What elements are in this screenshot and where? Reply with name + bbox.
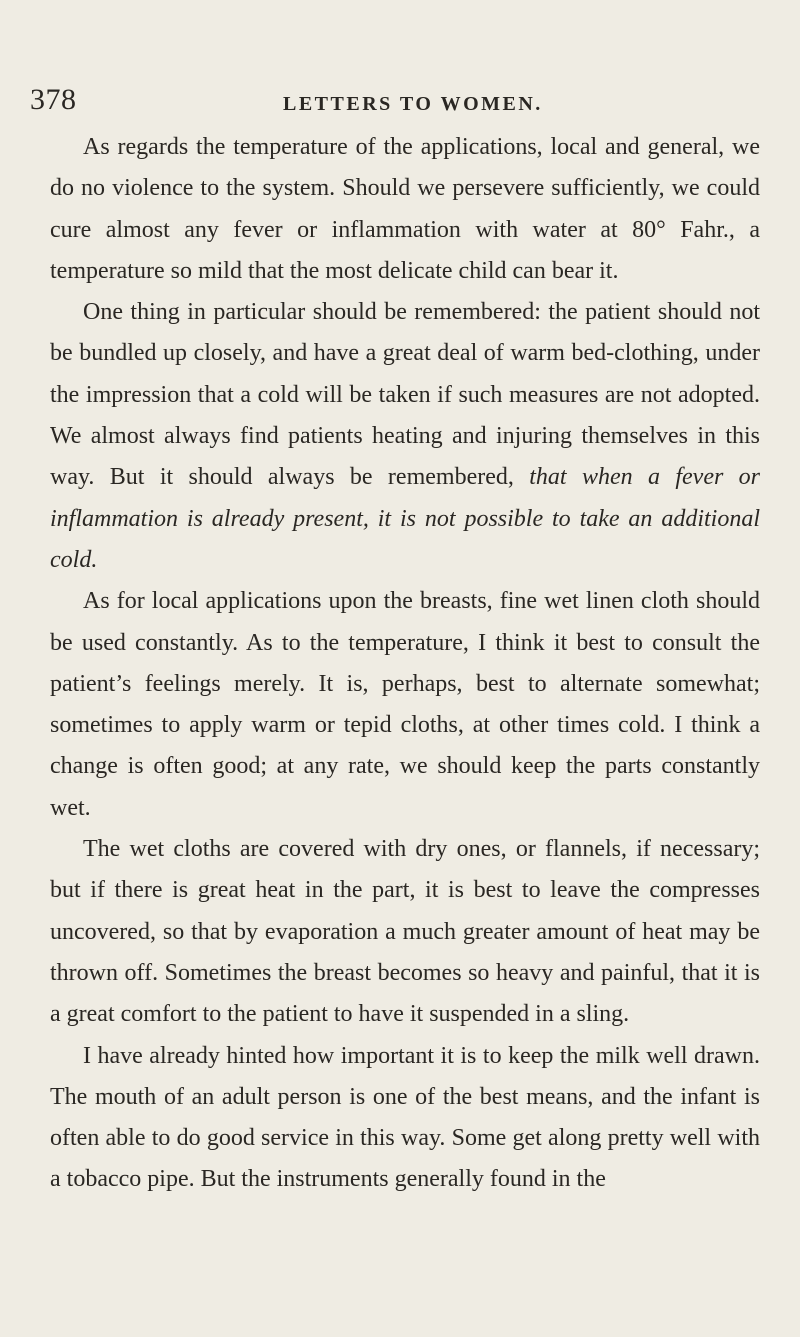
paragraph-milk-drawn: I have already hinted how important it is to keep the milk well drawn. The mouth of an adult person is one of the best means, and the infant is often able to do good service in this way. Some get along pretty well with a tobacco pipe. But the instruments generally found in the [50,1042,760,1193]
paragraph-wet-cloths: The wet cloths are covered with dry ones, or flannels, if necessary; but if there is great heat in the part, it is best to leave the compresses uncovered, so that by evaporation a much greater amount of heat may be thrown off. Sometimes the breast becomes so heavy and painful, that it is a great comfort to the patient to have it suspended in a sling. [50,836,760,1028]
paragraph-temperature: As regards the temperature of the applications, local and general, we do no violence to the system. Should we persevere sufficiently, we could cure almost any fever or inflammation with water at 80° Fahr., a temperature so mild that the most delicate child can bear it. [50,134,760,284]
italic-emphasis: that when a fever or inflammation is already present, it is not possible to take an additional cold. [50,464,761,573]
paragraph-local-applications: As for local applications upon the breasts, fine wet linen cloth should be used constantly. As to the temperature, I think it best to consult the patient’s feelings merely. It is, perhaps, best to alternate somewhat; sometimes to apply warm or tepid cloths, at other times cold. I think a change is often good; at any rate, we should keep the parts constantly wet. [50,588,760,821]
paragraph-bed-clothing [50,292,760,581]
body-text [50,127,760,1201]
running-head: LETTERS TO WOMEN. [283,92,543,115]
page-number: 378 [30,83,77,116]
paragraph-bed-clothing-text: One thing in particular should be remembered: the patient should not be bundled up closely, and have a great deal of warm bed-clothing, under the impression that a cold will be taken if such measures are not adopted. We almost always find patients heating and injuring themselves in this way. But it should always be remembered, [50,299,760,491]
page-header [30,80,760,120]
